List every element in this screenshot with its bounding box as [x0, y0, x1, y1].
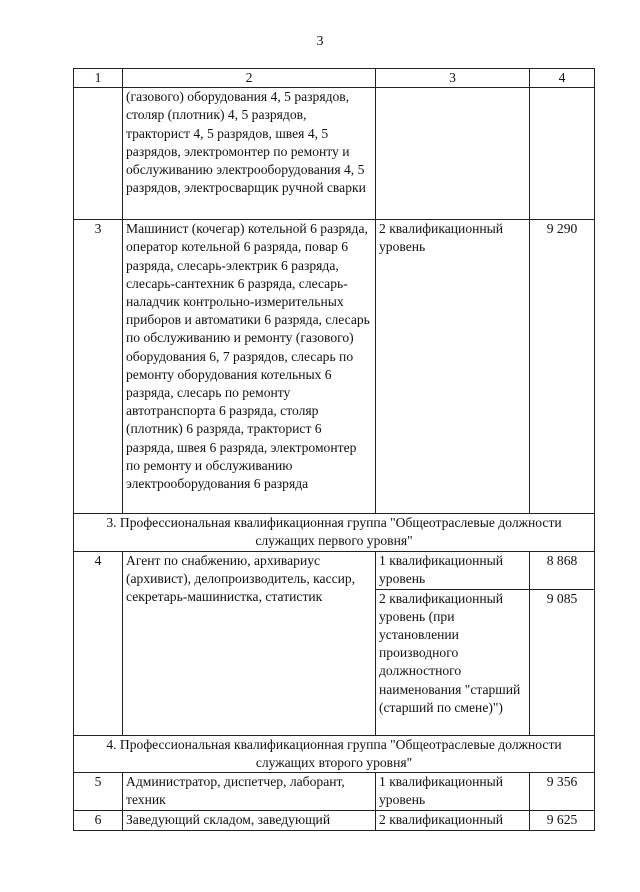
header-col-4: 4: [530, 69, 595, 88]
group-heading-row: [74, 735, 595, 772]
table-row: [74, 811, 595, 831]
qualification-level-cell: [376, 88, 530, 220]
group-3-title: 3. Профессиональная квалификационная группа "Общеотраслевые должности служащих первого уровня": [74, 514, 595, 551]
position-cell: Агент по снабжению, архивариус (архивист), делопроизводитель, кассир, секретарь-машинистка, статистик: [123, 551, 376, 735]
salary-cell: [530, 88, 595, 220]
group-4-title: 4. Профессиональная квалификационная группа "Общеотраслевые должности служащих второго уровня": [74, 735, 595, 772]
qualification-level-cell: 2 квалификационный уровень (при установлении производного должностного наименования "старший (старший по смене)"): [376, 589, 530, 735]
qualification-level-cell: 2 квалификационный: [376, 811, 530, 831]
table-row: [74, 88, 595, 220]
table-row: [74, 773, 595, 811]
salary-cell: 8 868: [530, 551, 595, 589]
table-header-row: [74, 69, 595, 88]
qualification-level-cell: 2 квалификационный уровень: [376, 220, 530, 514]
header-col-1: 1: [74, 69, 123, 88]
row-number: 4: [74, 551, 123, 735]
qualification-level-cell: 1 квалификационный уровень: [376, 773, 530, 811]
position-cell: Администратор, диспетчер, лаборант, техник: [123, 773, 376, 811]
position-cell: Заведующий складом, заведующий: [123, 811, 376, 831]
salary-cell: 9 356: [530, 773, 595, 811]
salary-cell: 9 625: [530, 811, 595, 831]
qualification-level-cell: 1 квалификационный уровень: [376, 551, 530, 589]
group-heading-row: [74, 514, 595, 551]
row-number: 5: [74, 773, 123, 811]
header-col-3: 3: [376, 69, 530, 88]
row-number: 6: [74, 811, 123, 831]
position-cell: Машинист (кочегар) котельной 6 разряда, оператор котельной 6 разряда, повар 6 разряда, слесарь-электрик 6 разряда, слесарь-сантехник 6 разряда, слесарь-наладчик контрольно-измерительных приборов и автоматики 6 разряда, слесарь по обслуживанию и ремонту (газового) оборудования 6, 7 разрядов, слесарь по ремонту оборудования котельных 6 разряда, слесарь по ремонту автотранспорта 6 разряда, столяр (плотник) 6 разряда, тракторист 6 разряда, швея 6 разряда, электромонтер по ремонту и обслуживанию электрооборудования 6 разряда: [123, 220, 376, 514]
table-row: [74, 220, 595, 514]
salary-cell: 9 085: [530, 589, 595, 735]
salary-table: [73, 68, 595, 831]
table-row: [74, 551, 595, 589]
page-number: 3: [316, 34, 324, 49]
salary-cell: 9 290: [530, 220, 595, 514]
row-number: 3: [74, 220, 123, 514]
header-col-2: 2: [123, 69, 376, 88]
position-cell: (газового) оборудования 4, 5 разрядов, столяр (плотник) 4, 5 разрядов, тракторист 4, 5 разрядов, швея 4, 5 разрядов, электромонтер по ремонту и обслуживанию электрооборудования 4, 5 разрядов, электросварщик ручной сварки: [123, 88, 376, 220]
row-number: [74, 88, 123, 220]
